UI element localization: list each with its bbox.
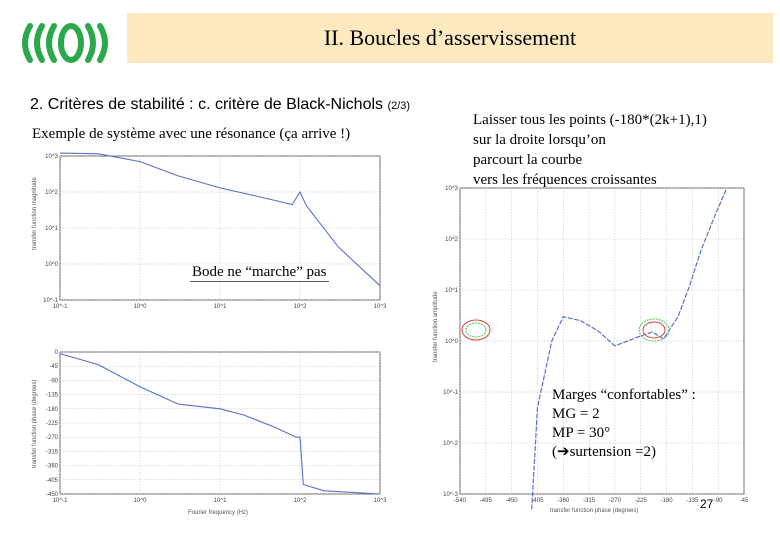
- note-line: Laisser tous les points (-180*(2k+1),1): [473, 112, 707, 128]
- x-tick-label: 10^1: [213, 304, 227, 310]
- nichols-plot: [430, 182, 749, 518]
- x-tick-label: -405: [531, 498, 544, 504]
- y-tick-label: -270: [45, 435, 58, 442]
- note-line: sur la droite lorsqu’on: [473, 132, 606, 148]
- x-tick-label: 10^0: [133, 304, 147, 310]
- x-tick-label: 10^0: [133, 498, 147, 504]
- y-tick-label: -450: [45, 492, 58, 498]
- y-tick-label: -360: [45, 463, 58, 470]
- title-bar: [127, 13, 773, 63]
- x-tick-label: 10^2: [293, 498, 307, 504]
- margins-line: [552, 443, 696, 462]
- margins-line: MG = 2: [552, 406, 600, 422]
- y-tick-label: -135: [45, 392, 58, 399]
- x-tick-label: 10^1: [213, 498, 227, 504]
- y-tick-label: -315: [45, 449, 58, 456]
- section-part: (2/3): [387, 100, 411, 112]
- x-tick-label: 10^3: [373, 498, 387, 504]
- x-axis-label: transfer function phase (degrees): [550, 508, 639, 514]
- y-tick-label: -45: [49, 364, 58, 371]
- x-tick-label: -225: [634, 498, 647, 504]
- margins-line: MP = 30°: [552, 425, 611, 441]
- x-tick-label: -270: [608, 498, 621, 504]
- page-number: 27: [700, 497, 714, 511]
- y-tick-label: 10^-2: [443, 441, 458, 447]
- x-tick-label: -495: [479, 498, 492, 504]
- example-caption: Exemple de système avec une résonance (ça arrive !): [32, 126, 351, 142]
- y-axis-label: transfer function amplitude: [433, 291, 439, 362]
- margins-note: [552, 386, 696, 462]
- arrow-right-icon: ➔: [557, 444, 570, 460]
- y-tick-label: -405: [45, 477, 58, 484]
- y-tick-label: -225: [45, 421, 58, 427]
- note-line: vers les fréquences croissantes: [473, 172, 657, 188]
- y-tick-label: 10^-1: [443, 390, 458, 396]
- x-tick-label: -90: [713, 498, 723, 504]
- bode-magnitude-plot: [28, 150, 388, 318]
- x-tick-label: 10^-1: [52, 304, 68, 310]
- section-heading: [30, 96, 410, 114]
- y-tick-label: 10^3: [445, 186, 458, 192]
- y-tick-label: 10^1: [45, 226, 58, 232]
- y-tick-label: -90: [49, 378, 58, 385]
- x-tick-label: -450: [505, 498, 518, 504]
- y-tick-label: 10^-1: [43, 298, 58, 304]
- x-tick-label: -540: [453, 498, 467, 504]
- x-tick-label: -315: [583, 498, 596, 504]
- bode-phase-plot: [28, 348, 388, 520]
- x-tick-label: -360: [557, 498, 570, 504]
- page-title: II. Boucles d’asservissement: [323, 25, 577, 50]
- surtension-text: surtension =2): [569, 444, 656, 460]
- x-tick-label: 10^-1: [52, 498, 68, 504]
- bode-note: Bode ne “marche” pas: [192, 264, 327, 280]
- y-tick-label: 10^0: [445, 339, 458, 345]
- note-line: parcourt la courbe: [473, 152, 583, 168]
- paren-open: (: [552, 444, 557, 460]
- x-tick-label: 10^2: [293, 304, 307, 310]
- logo: [16, 20, 116, 66]
- y-axis-label: transfer function phase (degrees): [32, 379, 38, 468]
- y-tick-label: 10^3: [45, 154, 58, 160]
- stability-note: [473, 110, 707, 190]
- y-tick-label: 10^-3: [443, 492, 458, 498]
- x-tick-label: -45: [739, 498, 749, 504]
- margins-line: Marges “confortables” :: [552, 387, 696, 403]
- x-axis-label: Fourier frequency (Hz): [188, 510, 249, 516]
- y-tick-label: 10^2: [445, 237, 458, 243]
- x-tick-label: -135: [686, 498, 699, 504]
- y-tick-label: -180: [45, 406, 58, 413]
- x-tick-label: 10^3: [373, 304, 387, 310]
- y-axis-label: transfer function magnitude: [32, 177, 38, 250]
- x-tick-label: -180: [660, 498, 673, 504]
- y-tick-label: 0: [54, 350, 58, 356]
- y-tick-label: 10^1: [445, 288, 458, 294]
- y-tick-label: 10^0: [45, 262, 58, 268]
- section-title: 2. Critères de stabilité : c. critère de Black-Nichols: [30, 96, 384, 113]
- y-tick-label: 10^2: [45, 190, 58, 196]
